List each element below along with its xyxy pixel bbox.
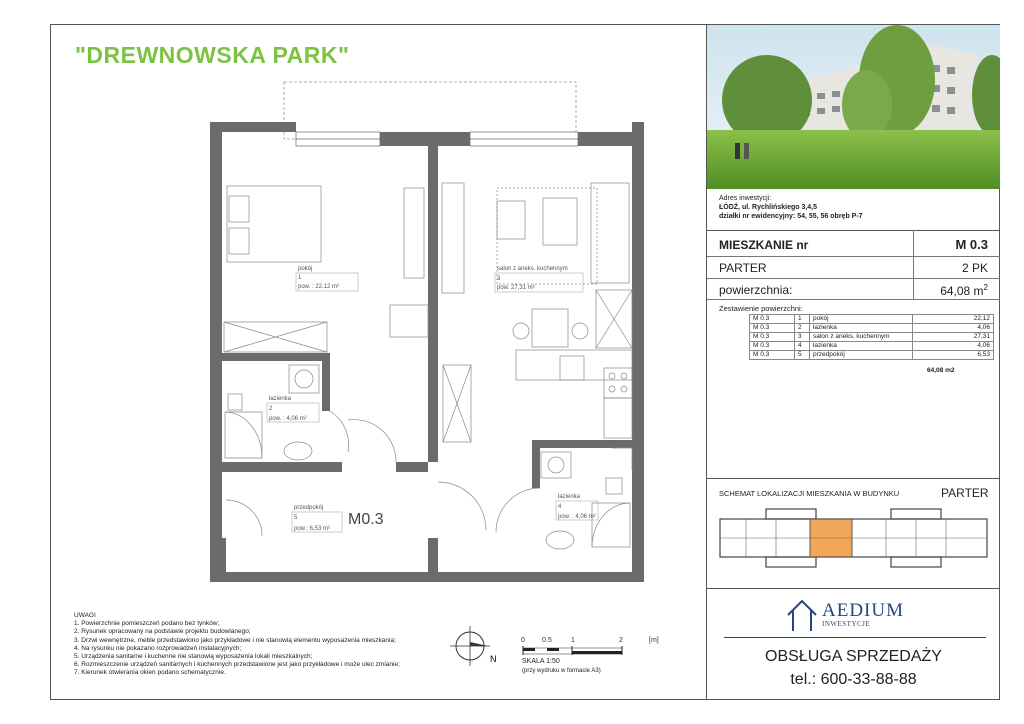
scale-tick-2: 2 bbox=[619, 637, 623, 644]
rooms-table-cell: 4,06 bbox=[913, 342, 994, 351]
compass-letter: N bbox=[490, 654, 497, 664]
area-value: 64,08 m bbox=[940, 284, 984, 298]
area-label: powierzchnia: bbox=[719, 283, 793, 297]
brand-sub: INWESTYCJE bbox=[822, 620, 871, 628]
rooms-table-cell: M 0.3 bbox=[750, 324, 795, 333]
room-5-num: 5 bbox=[294, 515, 298, 521]
apartment-number: M 0.3 bbox=[955, 237, 988, 252]
scale-sub: (przy wydruku w formacie A3) bbox=[522, 668, 601, 674]
rooms-table-cell: 3 bbox=[795, 333, 810, 342]
brand-underline bbox=[724, 637, 986, 638]
apartment-label: MIESZKANIE nr bbox=[719, 238, 809, 252]
sales-title: OBSŁUGA SPRZEDAŻY bbox=[765, 648, 942, 665]
rooms-table-cell: 2 bbox=[795, 324, 810, 333]
note-3: 3. Drzwi wewnętrzne, meble przedstawiono jako przykładowe i nie stanowią elementu wyposażenia mieszkania; bbox=[74, 636, 396, 644]
rooms-table-row bbox=[750, 324, 994, 333]
schema-floor: PARTER bbox=[941, 486, 989, 500]
rooms-table-row bbox=[750, 351, 994, 360]
scale-bar bbox=[515, 618, 675, 688]
scale-tick-1: 1 bbox=[571, 637, 575, 644]
project-title: "DREWNOWSKA PARK" bbox=[75, 42, 350, 68]
rooms-table-cell: łazienka bbox=[810, 324, 913, 333]
room-2-area: pow. : 4,06 m² bbox=[269, 416, 307, 422]
room-1-num: 1 bbox=[298, 275, 302, 281]
summary-total: 64,08 m2 bbox=[927, 367, 955, 374]
rooms-table bbox=[749, 314, 994, 360]
scale-tick-0: 0 bbox=[521, 637, 525, 644]
notes-title: UWAGI bbox=[74, 612, 96, 619]
room-1-area: pow. : 22,12 m² bbox=[298, 284, 340, 290]
note-7: 7. Kierunek otwierania okien podano schematycznie. bbox=[74, 669, 226, 677]
rooms-table-cell: M 0.3 bbox=[750, 351, 795, 360]
note-4: 4. Na rysunku nie pokazano rozprowadzeń instalacyjnych; bbox=[74, 644, 242, 652]
rooms-table-row bbox=[750, 315, 994, 324]
rooms-table-cell: 5 bbox=[795, 351, 810, 360]
address-line1: ŁÓDŹ, ul. Rychlińskiego 3,4,5 bbox=[719, 204, 818, 211]
rooms-table-cell: łazienka bbox=[810, 342, 913, 351]
scale-tick-unit: [m] bbox=[649, 637, 659, 644]
room-4-area: pow. : 4,06 m² bbox=[558, 514, 596, 520]
rooms-table-cell: 27,31 bbox=[913, 333, 994, 342]
notes bbox=[74, 612, 400, 678]
room-3-area: pow. 27,31 m² bbox=[497, 285, 535, 291]
room-5-area: pow.: 6,53 m² bbox=[294, 526, 331, 532]
room-2-name: łazienka bbox=[269, 396, 292, 402]
schema-title: SCHEMAT LOKALIZACJI MIESZKANIA W BUDYNKU bbox=[719, 489, 900, 498]
note-6: 6. Rozmieszczenie urządzeń sanitarnych i kuchennych przedstawione jest jako przykładowe i może ulec zmianie; bbox=[74, 661, 400, 669]
apartment-plan-label: M0.3 bbox=[348, 511, 384, 528]
rooms-table-cell: M 0.3 bbox=[750, 315, 795, 324]
rooms-table-cell: 4 bbox=[795, 342, 810, 351]
scale-tick-05: 0.5 bbox=[542, 637, 552, 644]
floor-plan bbox=[200, 80, 660, 590]
scale-label: SKALA 1:50 bbox=[522, 658, 560, 665]
rooms-table-cell: 4,06 bbox=[913, 324, 994, 333]
rooms-table-cell: 1 bbox=[795, 315, 810, 324]
address-block bbox=[719, 194, 863, 221]
room-4-num: 4 bbox=[558, 504, 562, 510]
address-line2: działki nr ewidencyjny: 54, 55, 56 obręb P-7 bbox=[719, 213, 863, 220]
area-unit-sup: 2 bbox=[983, 283, 988, 292]
rooms-table-cell: pokój bbox=[810, 315, 913, 324]
rooms-count: 2 PK bbox=[961, 261, 988, 275]
room-3-num: 3 bbox=[497, 276, 501, 282]
rooms-table-cell: M 0.3 bbox=[750, 342, 795, 351]
note-5: 5. Urządzenia sanitarne i kuchenne nie stanowią wyposażenia lokali mieszkalnych; bbox=[74, 653, 313, 661]
rooms-table-cell: przedpokój bbox=[810, 351, 913, 360]
room-1-name: pokój bbox=[298, 266, 313, 272]
address-label: Adres inwestycji: bbox=[719, 195, 772, 202]
rooms-table-cell: salon z aneks. kuchennym bbox=[810, 333, 913, 342]
room-4-name: łazienka bbox=[558, 494, 581, 500]
note-1: 1. Powierzchnie pomieszczeń podano bez tynków; bbox=[74, 620, 220, 628]
room-2-num: 2 bbox=[269, 406, 273, 412]
rooms-table-cell: 22,12 bbox=[913, 315, 994, 324]
room-3-name: salon z aneks. kuchennym bbox=[497, 266, 568, 272]
location-schema bbox=[716, 505, 991, 577]
summary-title: Zestawienie powierzchni: bbox=[719, 304, 803, 313]
note-2: 2. Rysunek opracowany na podstawie projektu budowlanego; bbox=[74, 628, 251, 636]
sales-phone[interactable]: tel.: 600-33-88-88 bbox=[790, 671, 917, 688]
rooms-table-row bbox=[750, 342, 994, 351]
rooms-table-row bbox=[750, 333, 994, 342]
brand-name: AEDIUM bbox=[822, 600, 904, 621]
rooms-table-cell: 6,53 bbox=[913, 351, 994, 360]
north-compass-icon bbox=[448, 622, 500, 672]
building-photo bbox=[707, 25, 1000, 189]
room-5-name: przedpokój bbox=[294, 505, 324, 511]
house-logo-icon bbox=[784, 597, 820, 633]
floor-label: PARTER bbox=[719, 261, 767, 275]
brand-top-line bbox=[707, 588, 1000, 589]
schema-top-line bbox=[707, 478, 1000, 479]
info-separator bbox=[913, 230, 914, 300]
rooms-table-cell: M 0.3 bbox=[750, 333, 795, 342]
